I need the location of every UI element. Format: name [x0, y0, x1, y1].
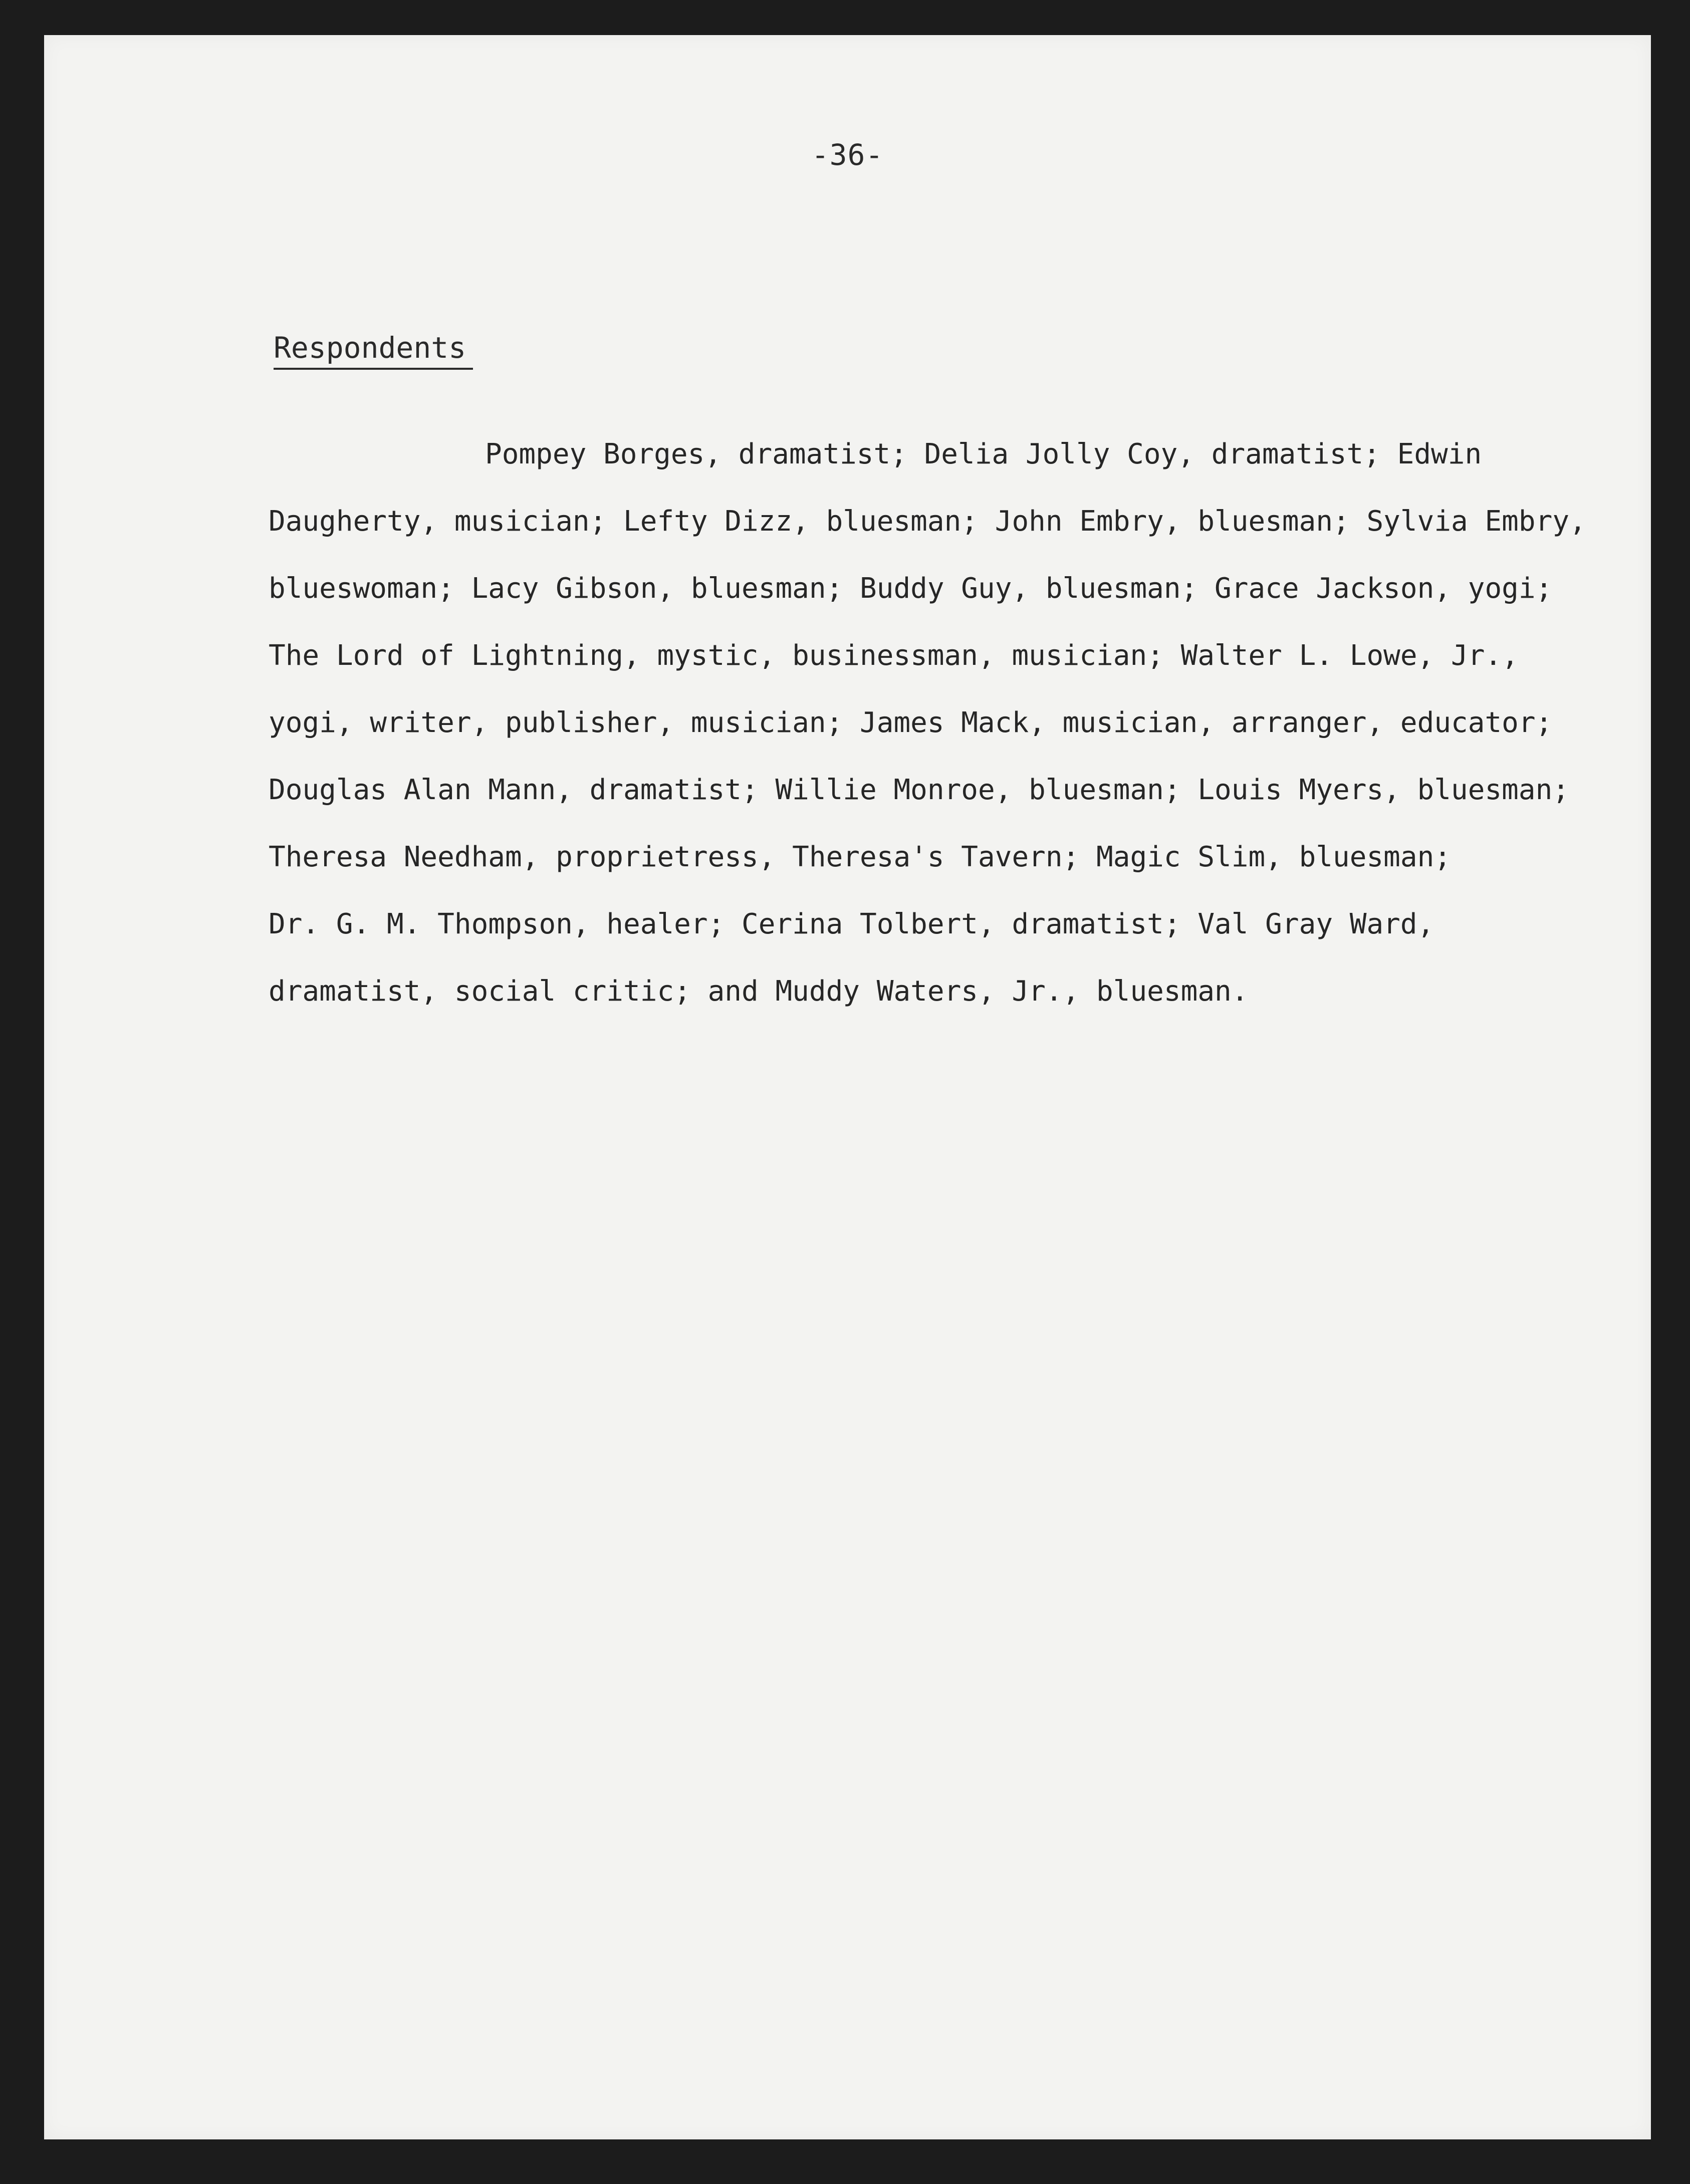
paragraph-line: Theresa Needham, proprietress, Theresa's Tavern; Magic Slim, bluesman;: [269, 841, 1452, 873]
section-heading: Respondents: [274, 331, 473, 370]
paragraph-line: Pompey Borges, dramatist; Delia Jolly Coy, dramatist; Edwin: [485, 438, 1482, 470]
page-number: -36-: [811, 138, 884, 172]
paragraph-line: Douglas Alan Mann, dramatist; Willie Monroe, bluesman; Louis Myers, bluesman;: [269, 774, 1570, 806]
paragraph-line: Dr. G. M. Thompson, healer; Cerina Tolbert, dramatist; Val Gray Ward,: [269, 908, 1434, 940]
document-page: [44, 35, 1651, 2139]
paragraph-line: The Lord of Lightning, mystic, businessman, musician; Walter L. Lowe, Jr.,: [269, 639, 1519, 672]
paragraph-line: blueswoman; Lacy Gibson, bluesman; Buddy Guy, bluesman; Grace Jackson, yogi;: [269, 572, 1553, 605]
paragraph-line: dramatist, social critic; and Muddy Waters, Jr., bluesman.: [269, 975, 1249, 1008]
paragraph-line: yogi, writer, publisher, musician; James Mack, musician, arranger, educator;: [269, 706, 1553, 739]
respondents-paragraph: [269, 421, 1661, 1025]
paragraph-line: Daugherty, musician; Lefty Dizz, bluesman; John Embry, bluesman; Sylvia Embry,: [269, 505, 1586, 538]
